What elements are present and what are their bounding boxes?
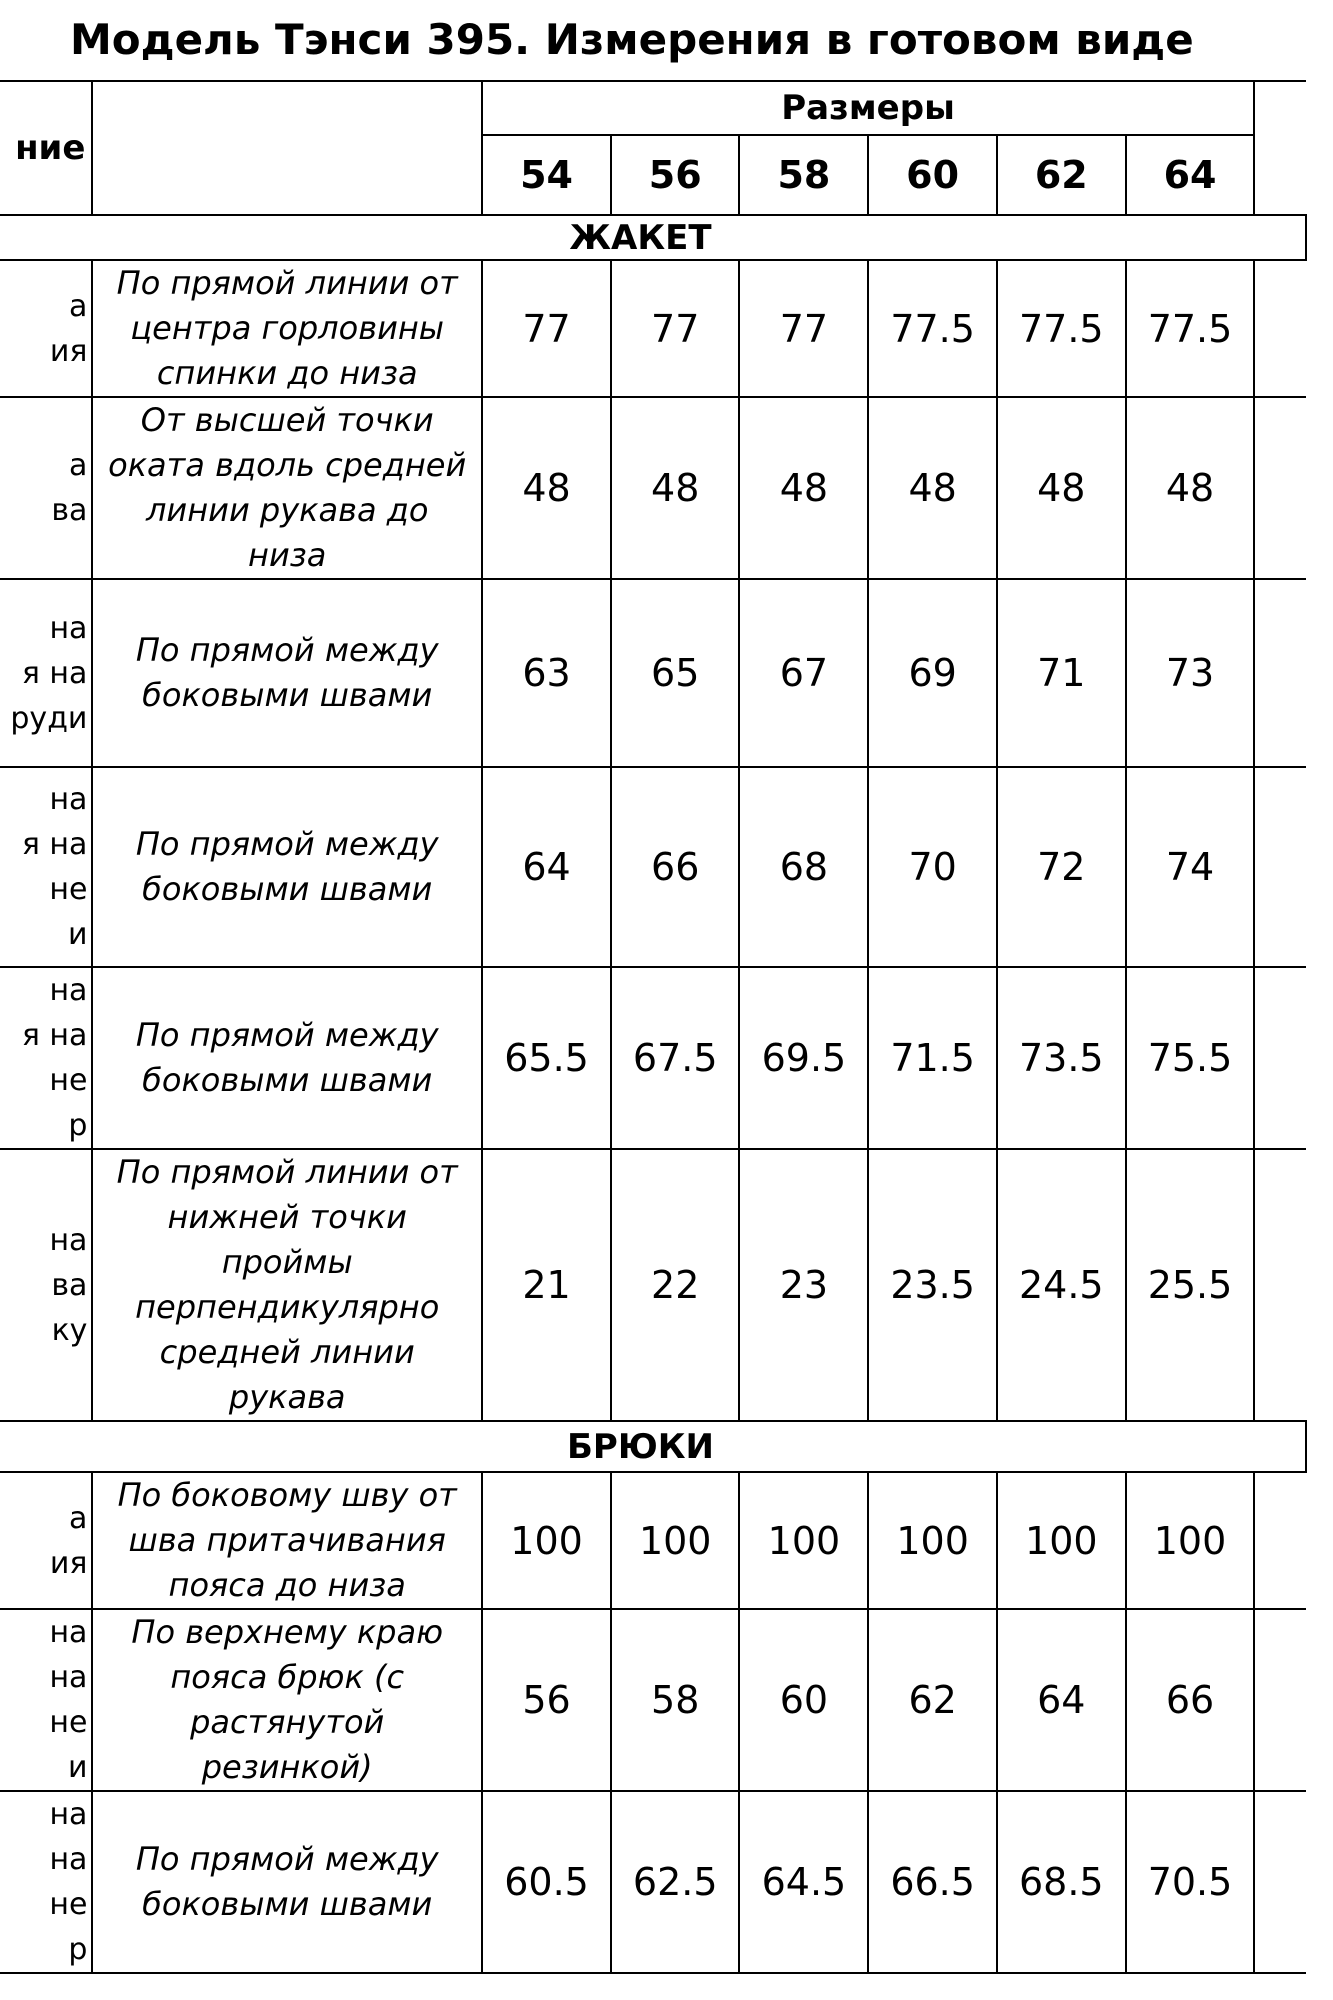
- measurement-name: на я на руди: [0, 579, 92, 767]
- size-value: 74: [1126, 767, 1254, 967]
- size-value: 73.5: [997, 967, 1126, 1149]
- table-row: [0, 767, 1306, 967]
- table-row: [0, 397, 1306, 579]
- size-value: 23.5: [868, 1149, 996, 1421]
- measurement-name: на ва ку: [0, 1149, 92, 1421]
- size-value: 62.5: [611, 1791, 739, 1973]
- sizes-header: Размеры: [482, 81, 1254, 135]
- measurements-table: [0, 80, 1307, 1974]
- size-value: 23: [739, 1149, 868, 1421]
- size-value: 77: [611, 260, 739, 397]
- size-value: 48: [997, 397, 1126, 579]
- size-value: 66.5: [868, 1791, 996, 1973]
- table-row: [0, 1791, 1306, 1973]
- size-value: 71: [997, 579, 1126, 767]
- extra-cell: [1254, 1472, 1306, 1609]
- measurement-description: От высшей точки оката вдоль средней линии рукава до низа: [92, 397, 482, 579]
- table-row: [0, 579, 1306, 767]
- size-value: 70.5: [1126, 1791, 1254, 1973]
- size-value: 48: [611, 397, 739, 579]
- measurement-name: на на не р: [0, 1791, 92, 1973]
- extra-cell: [1254, 579, 1306, 767]
- measurement-description: По прямой линии от центра горловины спинки до низа: [92, 260, 482, 397]
- measurement-description: По прямой между боковыми швами: [92, 1791, 482, 1973]
- measurement-description: По боковому шву от шва притачивания пояса до низа: [92, 1472, 482, 1609]
- table-row: [0, 1609, 1306, 1791]
- size-value: 56: [482, 1609, 611, 1791]
- size-value: 77.5: [997, 260, 1126, 397]
- size-value: 48: [482, 397, 611, 579]
- extra-cell: [1254, 1149, 1306, 1421]
- size-value: 69.5: [739, 967, 868, 1149]
- size-value: 21: [482, 1149, 611, 1421]
- size-value: 66: [611, 767, 739, 967]
- title-text: Модель Тэнси 395. Измерения в готовом виде: [70, 15, 1194, 64]
- size-value: 67.5: [611, 967, 739, 1149]
- size-value: 25.5: [1126, 1149, 1254, 1421]
- extra-cell: [1254, 767, 1306, 967]
- size-value: 75.5: [1126, 967, 1254, 1149]
- extra-cell: [1254, 967, 1306, 1149]
- size-header: 58: [739, 135, 868, 215]
- size-value: 100: [482, 1472, 611, 1609]
- size-value: 64: [997, 1609, 1126, 1791]
- table-row: [0, 1472, 1306, 1609]
- size-value: 60: [739, 1609, 868, 1791]
- size-value: 71.5: [868, 967, 996, 1149]
- size-value: 69: [868, 579, 996, 767]
- size-header: 56: [611, 135, 739, 215]
- measurement-description: По прямой между боковыми швами: [92, 579, 482, 767]
- measurement-name: на я на не р: [0, 967, 92, 1149]
- size-value: 68.5: [997, 1791, 1126, 1973]
- size-value: 62: [868, 1609, 996, 1791]
- size-value: 68: [739, 767, 868, 967]
- size-value: 24.5: [997, 1149, 1126, 1421]
- measurement-name: а ва: [0, 397, 92, 579]
- size-value: 77.5: [1126, 260, 1254, 397]
- table-row: [0, 967, 1306, 1149]
- section-trousers-label: БРЮКИ: [0, 1421, 1306, 1472]
- size-value: 67: [739, 579, 868, 767]
- size-value: 77: [739, 260, 868, 397]
- size-value: 66: [1126, 1609, 1254, 1791]
- size-value: 65: [611, 579, 739, 767]
- extra-cell: [1254, 1791, 1306, 1973]
- size-value: 58: [611, 1609, 739, 1791]
- extra-cell: [1254, 260, 1306, 397]
- size-value: 100: [1126, 1472, 1254, 1609]
- table-row: [0, 1149, 1306, 1421]
- size-value: 72: [997, 767, 1126, 967]
- size-header: 64: [1126, 135, 1254, 215]
- size-value: 64.5: [739, 1791, 868, 1973]
- size-value: 77.5: [868, 260, 996, 397]
- size-value: 100: [611, 1472, 739, 1609]
- measurement-name-header: ние: [0, 81, 92, 215]
- extra-column-header: [1254, 81, 1306, 215]
- size-value: 73: [1126, 579, 1254, 767]
- size-value: 100: [868, 1472, 996, 1609]
- measurement-name: на на не и: [0, 1609, 92, 1791]
- extra-cell: [1254, 397, 1306, 579]
- size-value: 70: [868, 767, 996, 967]
- measurement-name: а ия: [0, 260, 92, 397]
- size-value: 48: [739, 397, 868, 579]
- size-header: 60: [868, 135, 996, 215]
- measurements-table-frame: [0, 80, 1333, 2000]
- size-value: 22: [611, 1149, 739, 1421]
- section-jacket-label: ЖАКЕТ: [0, 215, 1306, 260]
- extra-cell: [1254, 1609, 1306, 1791]
- size-value: 100: [739, 1472, 868, 1609]
- size-value: 77: [482, 260, 611, 397]
- measurement-description: По прямой между боковыми швами: [92, 967, 482, 1149]
- table-row: [0, 260, 1306, 397]
- size-value: 63: [482, 579, 611, 767]
- size-header: 54: [482, 135, 611, 215]
- size-value: 48: [868, 397, 996, 579]
- size-value: 60.5: [482, 1791, 611, 1973]
- description-header: [92, 81, 482, 215]
- size-value: 65.5: [482, 967, 611, 1149]
- measurement-name: а ия: [0, 1472, 92, 1609]
- size-value: 64: [482, 767, 611, 967]
- document-title: [0, 10, 1333, 70]
- size-value: 48: [1126, 397, 1254, 579]
- measurement-description: По прямой линии от нижней точки проймы перпендикулярно средней линии рукава: [92, 1149, 482, 1421]
- measurement-name: на я на не и: [0, 767, 92, 967]
- size-value: 100: [997, 1472, 1126, 1609]
- measurement-description: По прямой между боковыми швами: [92, 767, 482, 967]
- size-header: 62: [997, 135, 1126, 215]
- measurement-description: По верхнему краю пояса брюк (с растянутой резинкой): [92, 1609, 482, 1791]
